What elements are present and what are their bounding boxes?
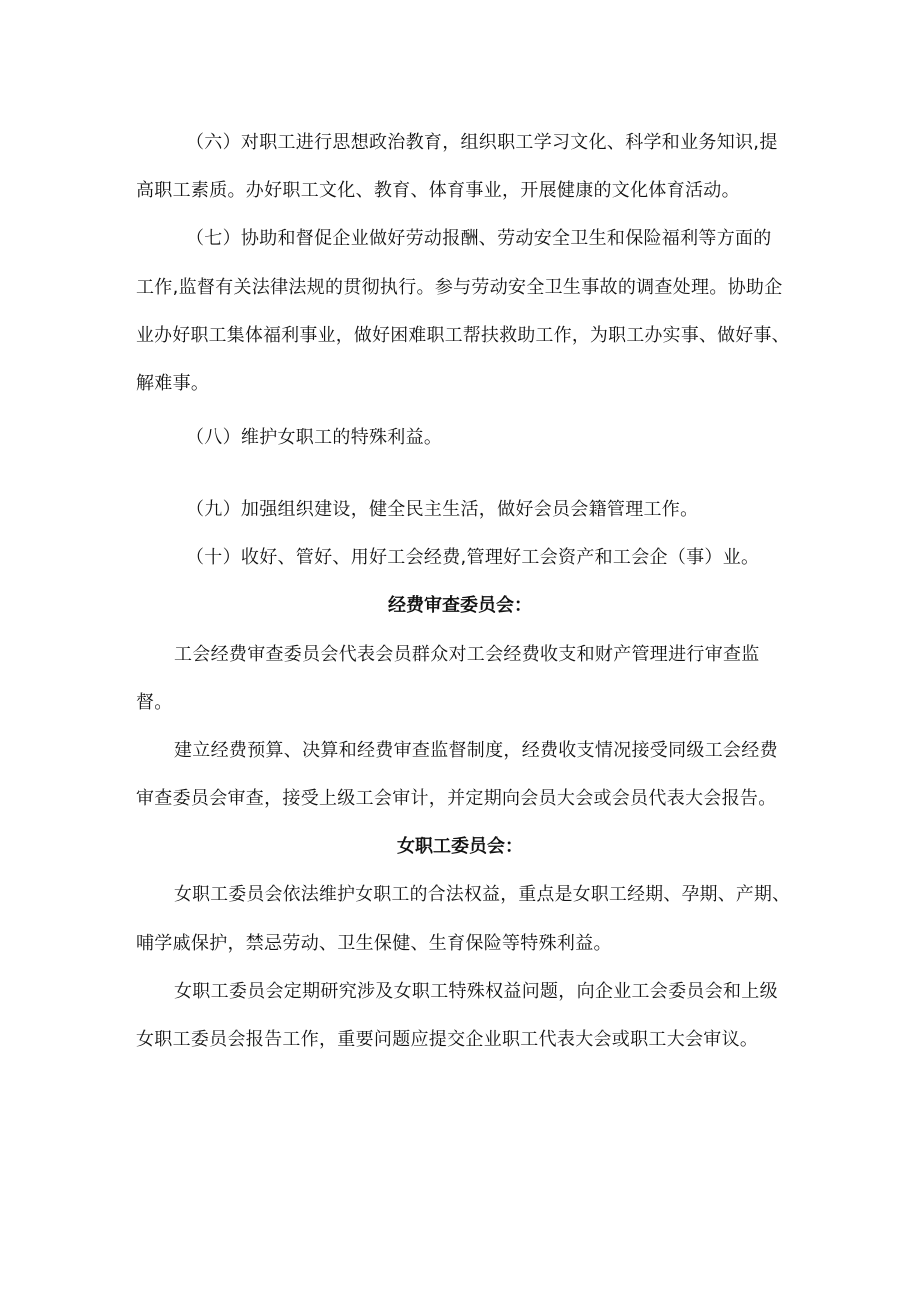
women-committee-heading: 女职工委员会： bbox=[397, 836, 523, 857]
audit-committee-heading: 经费审查委员会： bbox=[388, 595, 532, 616]
audit-p1-line2: 督。 bbox=[136, 692, 173, 713]
audit-p2-line1: 建立经费预算、决算和经费审查监督制度，经费收支情况接受同级工会经费 bbox=[174, 740, 778, 761]
women-p1-line2: 哺学戚保护，禁忌劳动、卫生保健、生育保险等特殊利益。 bbox=[136, 933, 612, 954]
women-p2-line2: 女职工委员会报告工作，重要问题应提交企业职工代表大会或职工大会审议。 bbox=[136, 1029, 759, 1050]
item10-line: （十）收好、管好、用好工会经费,管理好工会资产和工会企（事）业。 bbox=[186, 547, 760, 568]
item7-line4: 解难事。 bbox=[136, 373, 210, 394]
item7-line2: 工作,监督有关法律法规的贯彻执行。参与劳动安全卫生事故的调查处理。协助企 bbox=[136, 277, 783, 298]
audit-p2-line2: 审查委员会审查，接受上级工会审计，并定期向会员大会或会员代表大会报告。 bbox=[136, 788, 777, 809]
women-p2-line1: 女职工委员会定期研究涉及女职工特殊权益问题，向企业工会委员会和上级 bbox=[174, 981, 778, 1002]
item7-line3: 业办好职工集体福利事业，做好困难职工帮扶救助工作，为职工办实事、做好事、 bbox=[136, 325, 790, 346]
item8-line: （八）维护女职工的特殊利益。 bbox=[186, 427, 443, 448]
audit-p1-line1: 工会经费审查委员会代表会员群众对工会经费收支和财产管理进行审查监 bbox=[174, 644, 760, 665]
item6-line1: （六）对职工进行思想政治教育，组织职工学习文化、科学和业务知识,提 bbox=[186, 132, 778, 153]
item9-line: （九）加强组织建设，健全民主生活，做好会员会籍管理工作。 bbox=[186, 499, 699, 520]
women-p1-line1: 女职工委员会依法维护女职工的合法权益，重点是女职工经期、孕期、产期、 bbox=[174, 884, 791, 905]
item6-line2: 高职工素质。办好职工文化、教育、体育事业，开展健康的文化体育活动。 bbox=[136, 180, 740, 201]
item7-line1: （七）协助和督促企业做好劳动报酬、劳动安全卫生和保险福利等方面的 bbox=[186, 228, 772, 249]
